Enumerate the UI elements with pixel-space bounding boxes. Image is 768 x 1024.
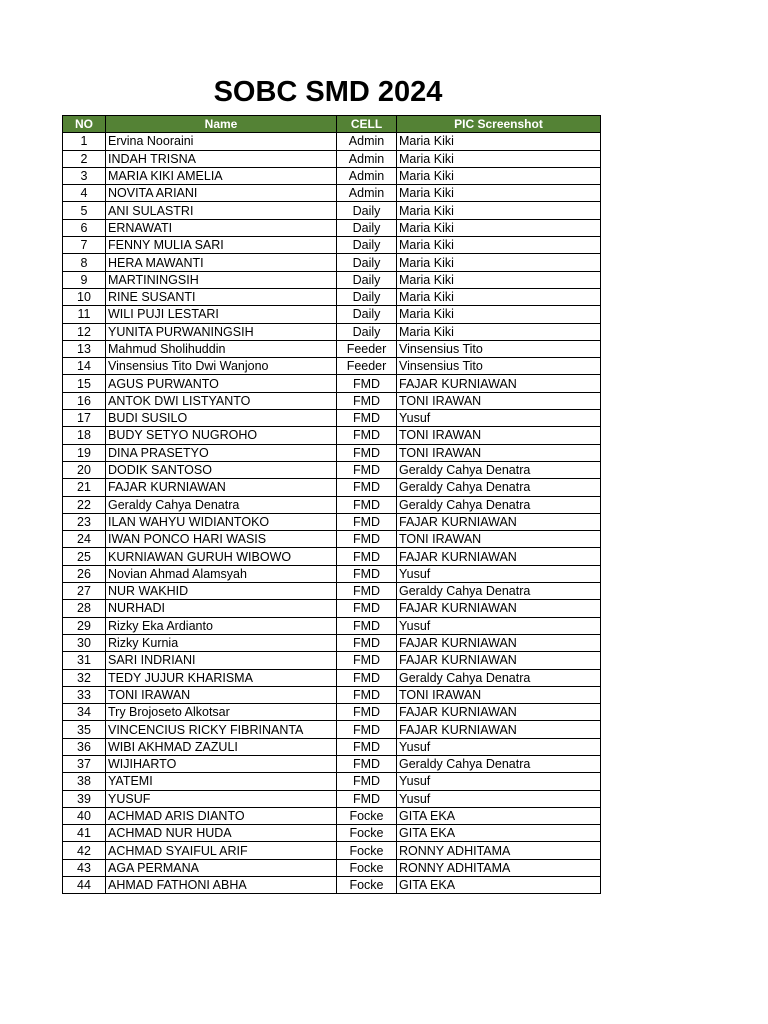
cell-value: FMD [337,755,397,772]
cell-value: Daily [337,254,397,271]
table-row [63,738,601,755]
row-number: 27 [63,583,106,600]
table-row [63,375,601,392]
cell-value: FMD [337,513,397,530]
table-row [63,271,601,288]
column-header-name: Name [106,116,337,133]
pic-screenshot-value: Maria Kiki [397,271,601,288]
pic-screenshot-value: GITA EKA [397,807,601,824]
employee-name: NOVITA ARIANI [106,185,337,202]
pic-screenshot-value: Yusuf [397,773,601,790]
employee-name: BUDI SUSILO [106,410,337,427]
table-row [63,427,601,444]
pic-screenshot-value: Geraldy Cahya Denatra [397,669,601,686]
employee-name: NUR WAKHID [106,583,337,600]
cell-value: Daily [337,288,397,305]
row-number: 33 [63,686,106,703]
table-row [63,410,601,427]
table-row [63,583,601,600]
pic-screenshot-value: FAJAR KURNIAWAN [397,634,601,651]
pic-screenshot-value: GITA EKA [397,825,601,842]
employee-name: SARI INDRIANI [106,652,337,669]
row-number: 42 [63,842,106,859]
employee-name: Ervina Nooraini [106,133,337,150]
cell-value: FMD [337,548,397,565]
cell-value: FMD [337,410,397,427]
employee-name: Vinsensius Tito Dwi Wanjono [106,358,337,375]
cell-value: FMD [337,531,397,548]
pic-screenshot-value: Maria Kiki [397,219,601,236]
cell-value: Focke [337,807,397,824]
table-row [63,877,601,894]
employee-name: ANI SULASTRI [106,202,337,219]
pic-screenshot-value: FAJAR KURNIAWAN [397,375,601,392]
employee-name: YATEMI [106,773,337,790]
row-number: 20 [63,461,106,478]
employee-name: ACHMAD SYAIFUL ARIF [106,842,337,859]
pic-screenshot-value: Yusuf [397,410,601,427]
employee-name: ERNAWATI [106,219,337,236]
cell-value: Admin [337,185,397,202]
cell-value: FMD [337,479,397,496]
row-number: 10 [63,288,106,305]
pic-screenshot-value: Maria Kiki [397,202,601,219]
cell-value: Daily [337,237,397,254]
cell-value: FMD [337,427,397,444]
employee-name: HERA MAWANTI [106,254,337,271]
data-table [62,115,601,894]
employee-name: BUDY SETYO NUGROHO [106,427,337,444]
table-row [63,133,601,150]
table-row [63,686,601,703]
table-row [63,825,601,842]
cell-value: FMD [337,634,397,651]
table-row [63,773,601,790]
employee-name: FAJAR KURNIAWAN [106,479,337,496]
cell-value: FMD [337,600,397,617]
pic-screenshot-value: Maria Kiki [397,288,601,305]
table-row [63,859,601,876]
pic-screenshot-value: TONI IRAWAN [397,531,601,548]
table-row [63,513,601,530]
employee-name: AGUS PURWANTO [106,375,337,392]
pic-screenshot-value: TONI IRAWAN [397,444,601,461]
row-number: 23 [63,513,106,530]
pic-screenshot-value: Maria Kiki [397,254,601,271]
cell-value: FMD [337,721,397,738]
row-number: 26 [63,565,106,582]
row-number: 15 [63,375,106,392]
column-header-cell: CELL [337,116,397,133]
employee-name: AGA PERMANA [106,859,337,876]
cell-value: FMD [337,773,397,790]
table-row [63,288,601,305]
row-number: 30 [63,634,106,651]
table-row [63,150,601,167]
cell-value: FMD [337,565,397,582]
employee-name: VINCENCIUS RICKY FIBRINANTA [106,721,337,738]
pic-screenshot-value: Geraldy Cahya Denatra [397,461,601,478]
row-number: 3 [63,167,106,184]
pic-screenshot-value: Maria Kiki [397,133,601,150]
pic-screenshot-value: Geraldy Cahya Denatra [397,583,601,600]
row-number: 14 [63,358,106,375]
employee-name: NURHADI [106,600,337,617]
cell-value: Daily [337,323,397,340]
employee-name: ACHMAD ARIS DIANTO [106,807,337,824]
row-number: 5 [63,202,106,219]
row-number: 22 [63,496,106,513]
table-row [63,202,601,219]
employee-name: MARIA KIKI AMELIA [106,167,337,184]
pic-screenshot-value: Maria Kiki [397,185,601,202]
cell-value: Daily [337,271,397,288]
pic-screenshot-value: Vinsensius Tito [397,358,601,375]
cell-value: FMD [337,738,397,755]
pic-screenshot-value: TONI IRAWAN [397,686,601,703]
row-number: 9 [63,271,106,288]
table-row [63,461,601,478]
employee-name: IWAN PONCO HARI WASIS [106,531,337,548]
employee-name: RINE SUSANTI [106,288,337,305]
employee-name: TONI IRAWAN [106,686,337,703]
pic-screenshot-value: Vinsensius Tito [397,340,601,357]
row-number: 32 [63,669,106,686]
row-number: 37 [63,755,106,772]
column-header-pic-screenshot: PIC Screenshot [397,116,601,133]
row-number: 18 [63,427,106,444]
cell-value: FMD [337,461,397,478]
table-row [63,842,601,859]
row-number: 38 [63,773,106,790]
row-number: 16 [63,392,106,409]
table-row [63,185,601,202]
cell-value: Feeder [337,340,397,357]
row-number: 44 [63,877,106,894]
row-number: 17 [63,410,106,427]
table-row [63,531,601,548]
row-number: 39 [63,790,106,807]
table-row [63,306,601,323]
table-row [63,479,601,496]
row-number: 28 [63,600,106,617]
table-row [63,340,601,357]
table-row [63,254,601,271]
cell-value: FMD [337,583,397,600]
table-row [63,167,601,184]
row-number: 35 [63,721,106,738]
pic-screenshot-value: Maria Kiki [397,167,601,184]
employee-name: WILI PUJI LESTARI [106,306,337,323]
table-row [63,323,601,340]
table-row [63,219,601,236]
table-row [63,444,601,461]
table-row [63,634,601,651]
employee-name: WIJIHARTO [106,755,337,772]
cell-value: Daily [337,219,397,236]
header-row [63,116,601,133]
cell-value: Focke [337,842,397,859]
employee-name: AHMAD FATHONI ABHA [106,877,337,894]
table-row [63,807,601,824]
pic-screenshot-value: TONI IRAWAN [397,392,601,409]
table-row [63,392,601,409]
table-row [63,237,601,254]
employee-name: DODIK SANTOSO [106,461,337,478]
pic-screenshot-value: FAJAR KURNIAWAN [397,704,601,721]
pic-screenshot-value: GITA EKA [397,877,601,894]
row-number: 12 [63,323,106,340]
pic-screenshot-value: Yusuf [397,565,601,582]
row-number: 8 [63,254,106,271]
cell-value: Focke [337,877,397,894]
employee-name: Try Brojoseto Alkotsar [106,704,337,721]
pic-screenshot-value: RONNY ADHITAMA [397,842,601,859]
table-row [63,617,601,634]
employee-name: Rizky Eka Ardianto [106,617,337,634]
employee-name: YUNITA PURWANINGSIH [106,323,337,340]
cell-value: Feeder [337,358,397,375]
row-number: 25 [63,548,106,565]
row-number: 21 [63,479,106,496]
cell-value: FMD [337,686,397,703]
employee-name: Novian Ahmad Alamsyah [106,565,337,582]
employee-name: Geraldy Cahya Denatra [106,496,337,513]
employee-name: WIBI AKHMAD ZAZULI [106,738,337,755]
cell-value: Admin [337,133,397,150]
table-row [63,652,601,669]
pic-screenshot-value: Yusuf [397,790,601,807]
table-row [63,358,601,375]
pic-screenshot-value: FAJAR KURNIAWAN [397,721,601,738]
employee-name: DINA PRASETYO [106,444,337,461]
cell-value: Focke [337,825,397,842]
cell-value: FMD [337,496,397,513]
pic-screenshot-value: FAJAR KURNIAWAN [397,513,601,530]
cell-value: FMD [337,392,397,409]
employee-name: ILAN WAHYU WIDIANTOKO [106,513,337,530]
row-number: 43 [63,859,106,876]
pic-screenshot-value: RONNY ADHITAMA [397,859,601,876]
row-number: 40 [63,807,106,824]
row-number: 2 [63,150,106,167]
table-row [63,721,601,738]
row-number: 7 [63,237,106,254]
table-row [63,565,601,582]
employee-name: ANTOK DWI LISTYANTO [106,392,337,409]
cell-value: FMD [337,669,397,686]
pic-screenshot-value: Maria Kiki [397,150,601,167]
cell-value: Daily [337,202,397,219]
employee-name: Rizky Kurnia [106,634,337,651]
employee-name: MARTININGSIH [106,271,337,288]
table-body [63,133,601,894]
table-row [63,755,601,772]
cell-value: Focke [337,859,397,876]
table-row [63,669,601,686]
table-row [63,600,601,617]
table-row [63,790,601,807]
cell-value: FMD [337,652,397,669]
row-number: 11 [63,306,106,323]
employee-name: YUSUF [106,790,337,807]
table-row [63,704,601,721]
employee-name: TEDY JUJUR KHARISMA [106,669,337,686]
row-number: 19 [63,444,106,461]
column-header-no: NO [63,116,106,133]
row-number: 13 [63,340,106,357]
pic-screenshot-value: Maria Kiki [397,237,601,254]
pic-screenshot-value: FAJAR KURNIAWAN [397,652,601,669]
cell-value: Admin [337,150,397,167]
employee-name: KURNIAWAN GURUH WIBOWO [106,548,337,565]
pic-screenshot-value: Yusuf [397,617,601,634]
cell-value: FMD [337,617,397,634]
row-number: 4 [63,185,106,202]
cell-value: FMD [337,790,397,807]
pic-screenshot-value: FAJAR KURNIAWAN [397,548,601,565]
pic-screenshot-value: Maria Kiki [397,306,601,323]
table-row [63,496,601,513]
cell-value: Daily [337,306,397,323]
pic-screenshot-value: Maria Kiki [397,323,601,340]
row-number: 29 [63,617,106,634]
pic-screenshot-value: Geraldy Cahya Denatra [397,496,601,513]
row-number: 31 [63,652,106,669]
document-title: SOBC SMD 2024 [213,76,443,108]
row-number: 1 [63,133,106,150]
row-number: 41 [63,825,106,842]
table-row [63,548,601,565]
cell-value: FMD [337,375,397,392]
table-header [63,116,601,133]
pic-screenshot-value: FAJAR KURNIAWAN [397,600,601,617]
pic-screenshot-value: Yusuf [397,738,601,755]
pic-screenshot-value: Geraldy Cahya Denatra [397,755,601,772]
row-number: 34 [63,704,106,721]
employee-name: FENNY MULIA SARI [106,237,337,254]
cell-value: FMD [337,444,397,461]
pic-screenshot-value: Geraldy Cahya Denatra [397,479,601,496]
employee-name: ACHMAD NUR HUDA [106,825,337,842]
employee-name: INDAH TRISNA [106,150,337,167]
cell-value: Admin [337,167,397,184]
employee-name: Mahmud Sholihuddin [106,340,337,357]
row-number: 36 [63,738,106,755]
row-number: 6 [63,219,106,236]
row-number: 24 [63,531,106,548]
cell-value: FMD [337,704,397,721]
pic-screenshot-value: TONI IRAWAN [397,427,601,444]
